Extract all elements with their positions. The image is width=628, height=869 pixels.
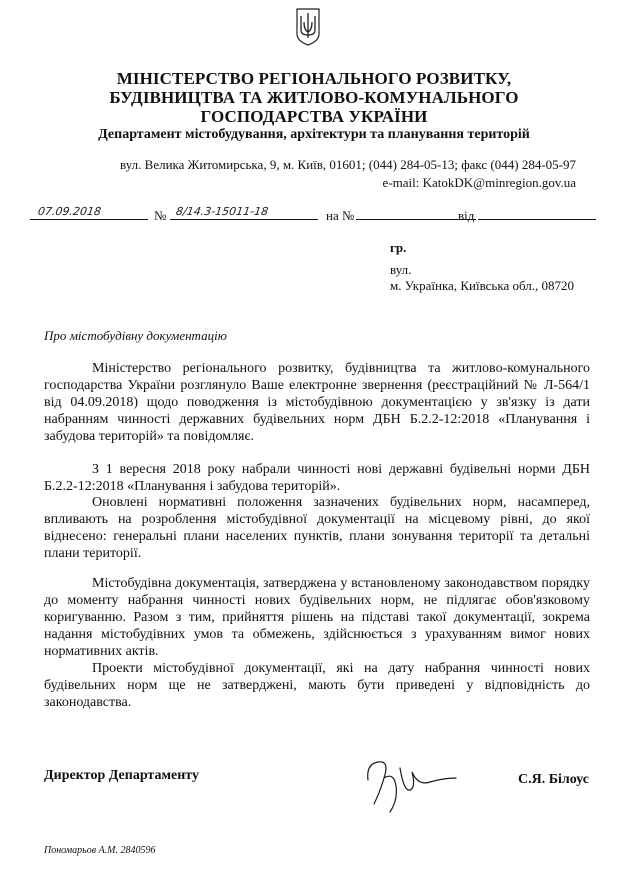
body-paragraph: Проекти містобудівної документації, які на дату набрання чинності нових будівельних норм ще не затверджені, мають бути приведені у відповідність до законодавства.	[44, 661, 590, 710]
outgoing-number: 8/14.3-15011-18	[175, 205, 270, 218]
recipient-street: вул.	[390, 262, 412, 277]
address-line: вул. Велика Житомирська, 9, м. Київ, 01601; (044) 284-05-13; факс (044) 284-05-97	[120, 157, 576, 172]
letter-subject: Про містобудівну документацію	[44, 328, 227, 343]
outgoing-date: 07.09.2018	[37, 205, 102, 218]
registration-line	[30, 205, 600, 225]
reference-label: на №	[326, 208, 355, 223]
signatory-title: Директор Департаменту	[44, 768, 199, 783]
signatory-name: С.Я. Білоус	[518, 772, 589, 787]
recipient-city: м. Українка, Київська обл., 08720	[390, 278, 574, 293]
body-paragraph: Містобудівна документація, затверджена у встановленому законодавством порядку до моменту набрання чинності нових будівельних норм, не підлягає обов'язковому коригуванню. Разом з тим, прийняття рішень на підставі такої документації, зокрема надання містобудівних умов та обмежень, здійснюється з урахуванням вимог нових нормативних актів.	[44, 576, 590, 659]
number-sign: №	[154, 208, 167, 223]
reference-date-label: від	[458, 208, 475, 223]
reference-date-field	[478, 205, 596, 220]
executor-footer: Пономарьов А.М. 2840596	[44, 845, 156, 856]
department-name: Департамент містобудування, архітектури та планування територій	[98, 127, 530, 142]
number-field	[170, 205, 318, 220]
trident-emblem-icon	[296, 8, 320, 46]
email-line: e-mail: KatokDK@minregion.gov.ua	[382, 175, 576, 190]
body-paragraph: Оновлені нормативні положення зазначених будівельних норм, насамперед, впливають на розроблення містобудівної документації на місцевому рівні, до якої віднесено: генеральні плани населених пунктів, плани зонування території та детальні плани території.	[44, 495, 590, 561]
ministry-name-line-3: ГОСПОДАРСТВА УКРАЇНИ	[200, 107, 428, 126]
recipient-title: гр.	[390, 240, 407, 255]
ministry-name-line-2: БУДІВНИЦТВА ТА ЖИТЛОВО-КОМУНАЛЬНОГО	[109, 88, 519, 107]
body-paragraph: Міністерство регіонального розвитку, будівництва та житлово-комунального господарства України розглянуло Ваше електронне звернення (реєстраційний № Л-564/1 від 04.09.2018) щодо поводження із містобудівною документацією у зв'язку із дати набранням чинності державних будівельних норм ДБН Б.2.2-12:2018 «Планування і забудова територій» та повідомляє.	[44, 361, 590, 444]
body-paragraph: З 1 вересня 2018 року набрали чинності нові державні будівельні норми ДБН Б.2.2-12:2018 «Планування і забудова територій».	[44, 462, 590, 494]
ministry-name-line-1: МІНІСТЕРСТВО РЕГІОНАЛЬНОГО РОЗВИТКУ,	[116, 69, 512, 88]
handwritten-signature	[360, 742, 470, 822]
date-field	[30, 205, 148, 220]
